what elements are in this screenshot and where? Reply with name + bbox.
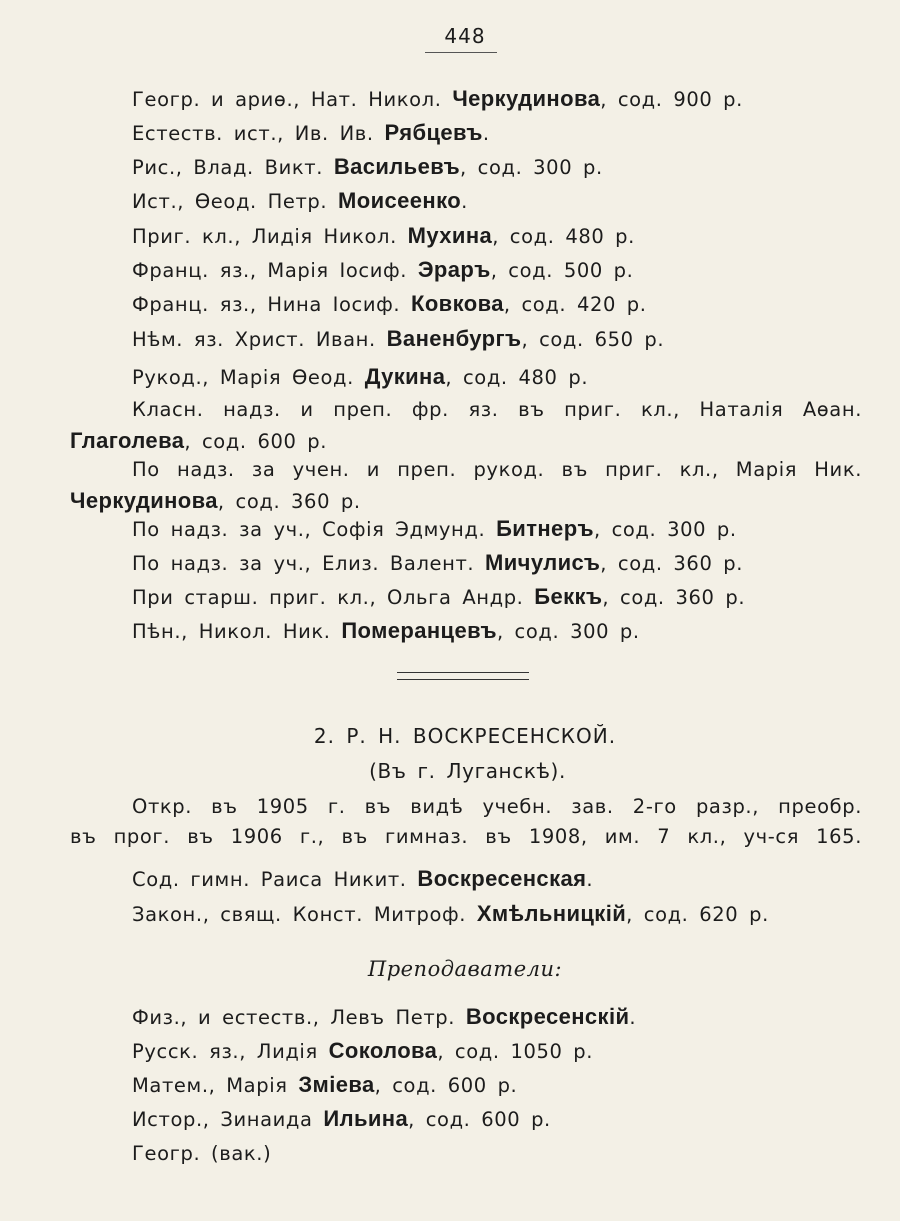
person-name: Воскресенскій (465, 1004, 630, 1029)
teacher-entry: Русск. яз., Лидія Соколова, сод. 1050 р. (132, 1038, 594, 1063)
person-name: Моисеенко (338, 188, 462, 213)
staff-entry: Ист., Ѳеод. Петр. Моисеенко. (132, 188, 468, 213)
person-name: Дукина (364, 364, 446, 389)
staff-entry: Приг. кл., Лидія Никол. Мухина, сод. 480 р. (132, 223, 635, 248)
staff-entry: По надз. за уч., Софія Эдмунд. Битнеръ, сод. 300 р. (132, 516, 737, 541)
person-name: Воскресенская (417, 866, 587, 891)
person-name: Ковкова (411, 291, 504, 316)
staff-entry: Рис., Влад. Викт. Васильевъ, сод. 300 р. (132, 154, 603, 179)
staff-entry: При старш. приг. кл., Ольга Андр. Беккъ, сод. 360 р. (132, 584, 746, 609)
staff-entry-wrapped: Класн. надз. и преп. фр. яз. въ приг. кл., Наталія Аѳан. Глаголева, сод. 600 р. (70, 398, 862, 453)
staff-entry: Пѣн., Никол. Ник. Померанцевъ, сод. 300 р. (132, 618, 640, 643)
teacher-entry: Матем., Марія Зміева, сод. 600 р. (132, 1072, 518, 1097)
staff-entry: Естеств. ист., Ив. Ив. Рябцевъ. (132, 120, 490, 145)
staff-entry: По надз. за уч., Елиз. Валент. Мичулисъ, сод. 360 р. (132, 550, 744, 575)
person-name: Васильевъ (333, 154, 461, 179)
staff-entry-wrapped: По надз. за учен. и преп. рукод. въ приг. кл., Марія Ник. Черкудинова, сод. 360 р. (70, 458, 862, 513)
staff-entry: Рукод., Марія Ѳеод. Дукина, сод. 480 р. (132, 364, 589, 389)
person-name: Хмѣльницкій (476, 901, 627, 926)
staff-entry: Франц. яз., Марія Іосиф. Эраръ, сод. 500 р. (132, 257, 634, 282)
teacher-entry: Физ., и естеств., Левъ Петр. Воскресенскій. (132, 1004, 637, 1029)
teacher-entry: Геогр. (вак.) (132, 1142, 272, 1165)
staff-entry: Нѣм. яз. Христ. Иван. Ваненбургъ, сод. 650 р. (132, 326, 665, 351)
section-title: 2. Р. Н. ВОСКРЕСЕНСКОЙ. (313, 724, 617, 748)
person-name: Глаголева (70, 427, 185, 453)
admin-entry: Закон., свящ. Конст. Митроф. Хмѣльницкій, сод. 620 р. (132, 901, 769, 926)
person-name: Соколова (328, 1038, 438, 1063)
person-name: Черкудинова (70, 487, 218, 513)
staff-entry: Франц. яз., Нина Іосиф. Ковкова, сод. 420 р. (132, 291, 647, 316)
person-name: Битнеръ (496, 516, 594, 541)
page-number-rule (425, 52, 497, 53)
person-name: Мичулисъ (485, 550, 601, 575)
person-name: Беккъ (534, 584, 603, 609)
person-name: Ильина (323, 1106, 409, 1131)
admin-entry: Сод. гимн. Раиса Никит. Воскресенская. (132, 866, 594, 891)
person-name: Померанцевъ (341, 618, 497, 643)
page-number: 448 (444, 24, 486, 48)
section-divider (397, 672, 529, 680)
staff-entry: Геогр. и ариѳ., Нат. Никол. Черкудинова, сод. 900 р. (132, 86, 743, 111)
person-name: Эраръ (417, 257, 491, 282)
teachers-heading: Преподаватели: (367, 957, 563, 981)
person-name: Рябцевъ (384, 120, 483, 145)
person-name: Черкудинова (452, 86, 601, 111)
section-location: (Въ г. Луганскѣ). (369, 759, 566, 783)
teacher-entry: Истор., Зинаида Ильина, сод. 600 р. (132, 1106, 551, 1131)
person-name: Зміева (298, 1072, 375, 1097)
person-name: Мухина (407, 223, 493, 248)
person-name: Ваненбургъ (386, 326, 522, 351)
section-history: Откр. въ 1905 г. въ видѣ учебн. зав. 2-го разр., преобр. въ прог. въ 1906 г., въ гимназ. въ 1908, им. 7 кл., уч-ся 165. (70, 795, 862, 848)
